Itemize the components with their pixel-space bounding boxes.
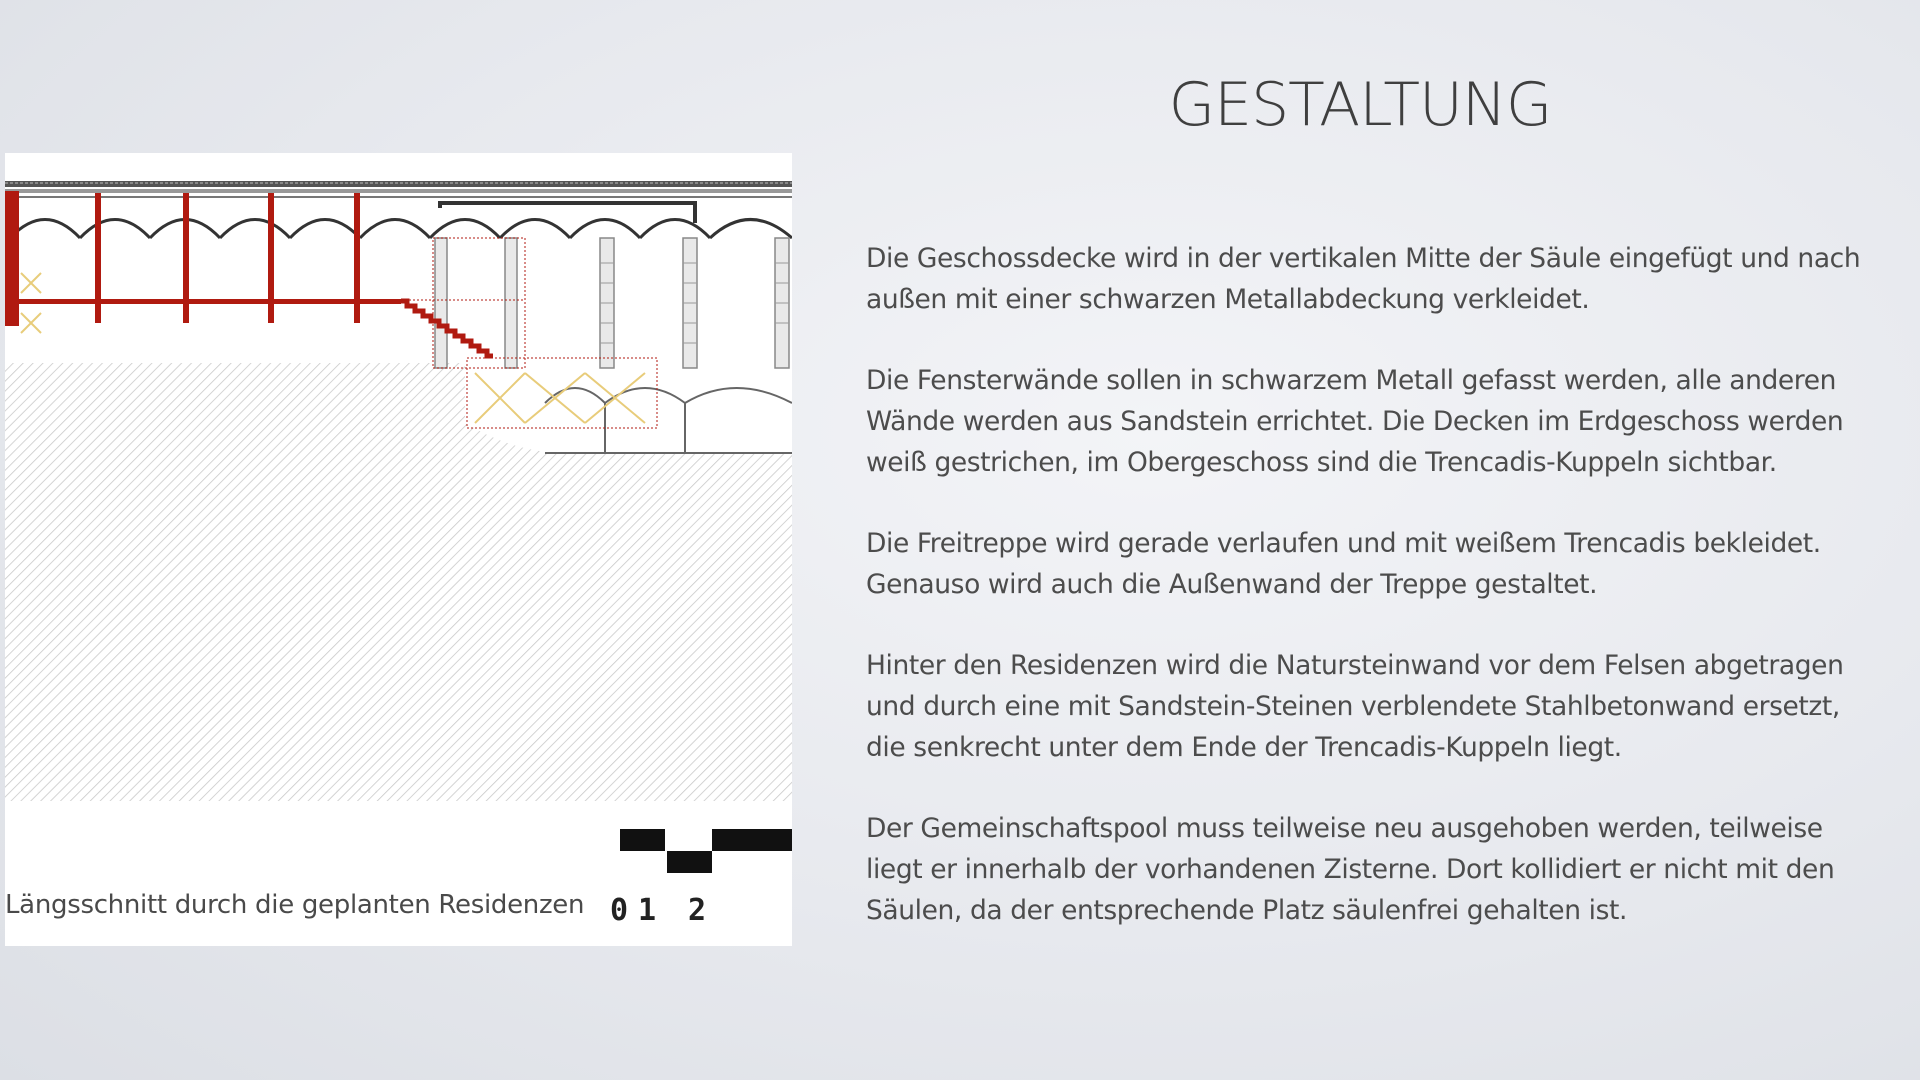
- paragraph-window-walls: Die Fensterwände sollen in schwarzem Metall gefasst werden, alle anderen Wände werden aus Sandstein errichtet. Die Decken im Erdgeschoss werden weiß gestrichen, im Obergeschoss sind die Trencadis-Kuppeln sichtbar.: [866, 365, 1844, 478]
- paragraph-rear-wall: Hinter den Residenzen wird die Natursteinwand vor dem Felsen abgetragen und durch eine mit Sandstein-Steinen verblendete Stahlbetonwand ersetzt, die senkrecht unter dem Ende der Trencadis-Kuppeln liegt.: [866, 650, 1844, 763]
- body-text: [866, 238, 1866, 971]
- section-drawing: [5, 153, 792, 946]
- scale-label-2: 2: [688, 893, 707, 928]
- section-drawing-figure: [5, 153, 792, 946]
- roof-band: [5, 181, 792, 198]
- slide-title: GESTALTUNG: [1168, 70, 1552, 140]
- arcade-arches: [10, 203, 792, 238]
- scale-bar: [620, 829, 792, 873]
- paragraph-staircase: Die Freitreppe wird gerade verlaufen und mit weißem Trencadis bekleidet. Genauso wird auch die Außenwand der Treppe gestaltet.: [866, 528, 1821, 600]
- paragraph-pool: Der Gemeinschaftspool muss teilweise neu ausgehoben werden, teilweise liegt er innerhalb der vorhandenen Zisterne. Dort kollidiert er nicht mit den Säulen, da der entsprechende Platz säulenfrei gehalten ist.: [866, 813, 1835, 926]
- figure-caption: Längsschnitt durch die geplanten Residenzen: [5, 890, 585, 920]
- scale-labels: [610, 893, 740, 927]
- scale-label-1: 1: [638, 893, 657, 928]
- ground-hatch: [5, 363, 792, 801]
- scale-label-0: 0: [610, 893, 629, 928]
- paragraph-floor-slab: Die Geschossdecke wird in der vertikalen Mitte der Säule eingefügt und nach außen mit einer schwarzen Metallabdeckung verkleidet.: [866, 243, 1861, 315]
